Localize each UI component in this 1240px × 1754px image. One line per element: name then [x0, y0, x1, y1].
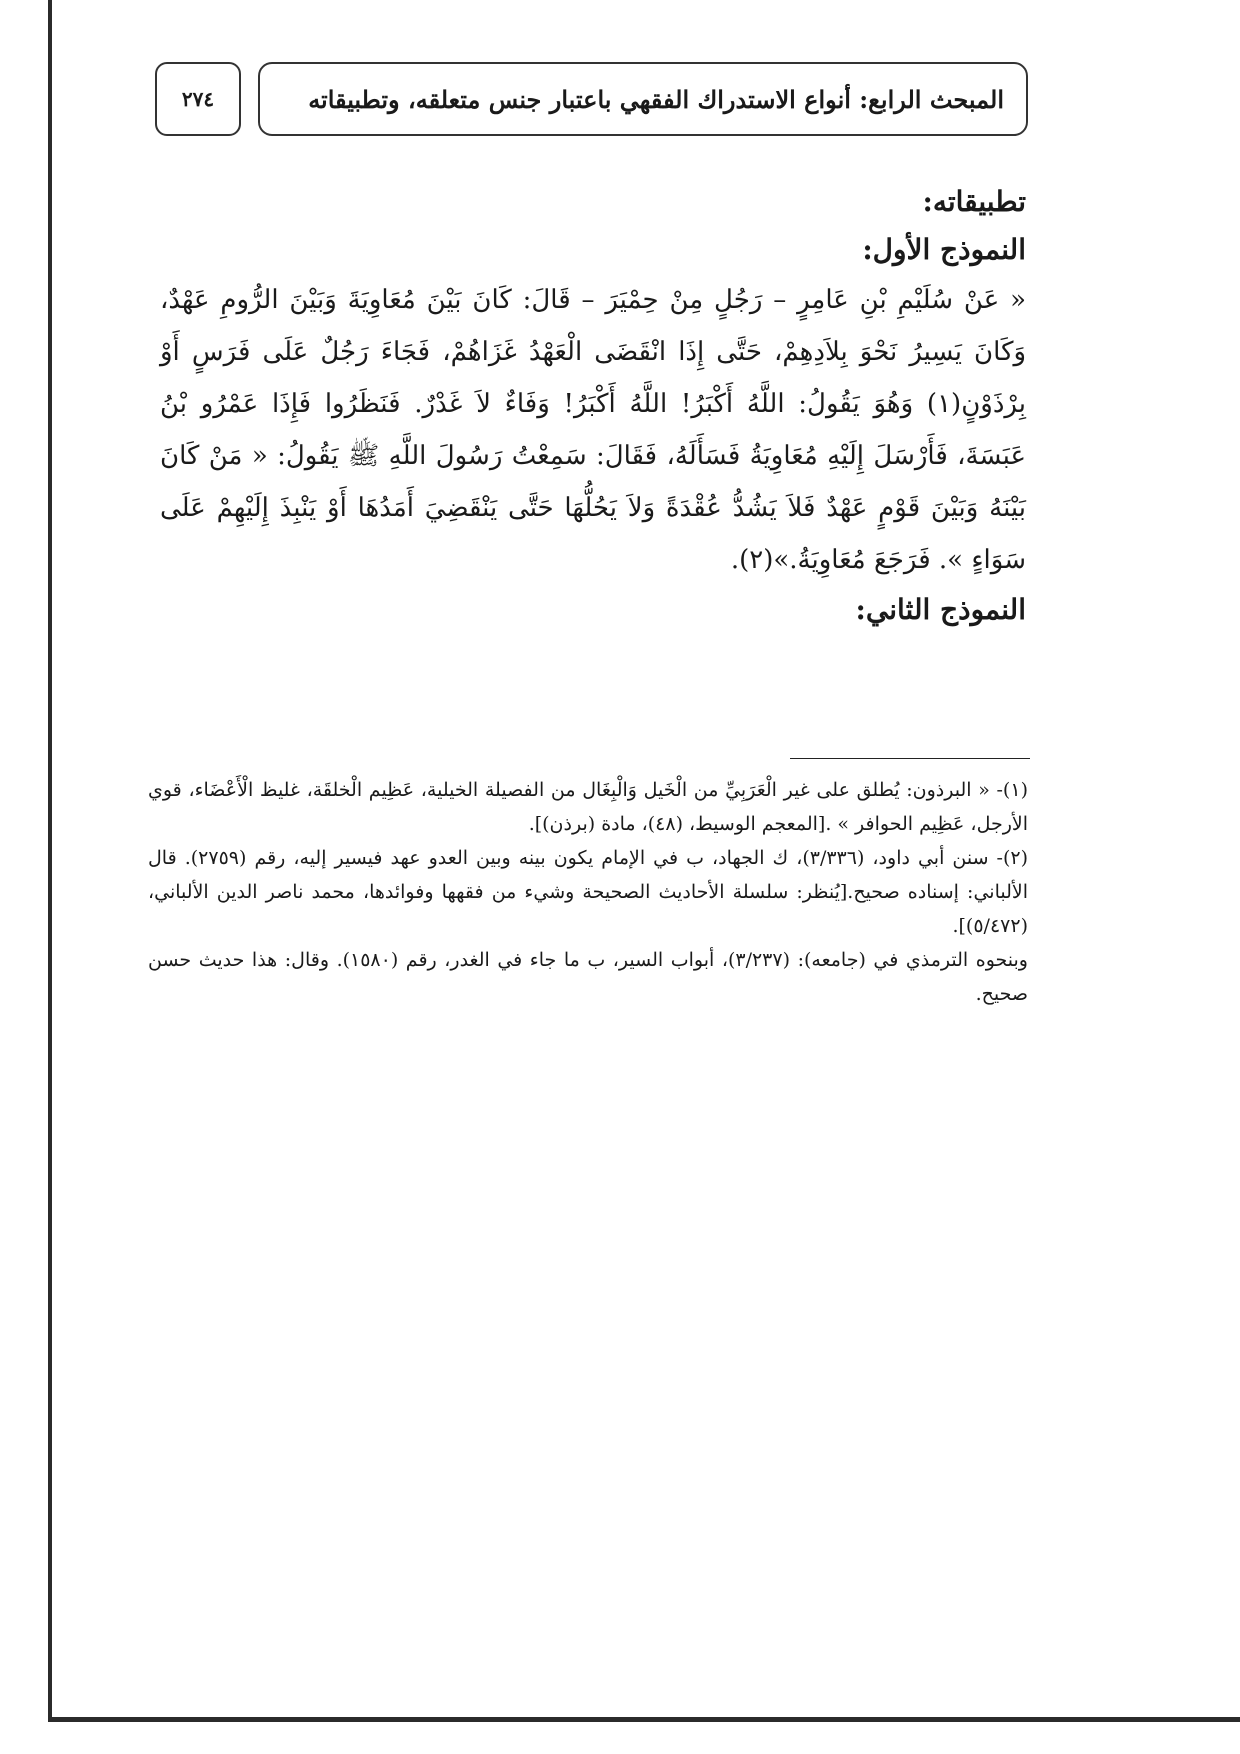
- model2-heading: النموذج الثاني:: [855, 593, 1026, 626]
- hadith-paragraph: « عَنْ سُلَيْمِ بْنِ عَامِرٍ – رَجُلٍ مِنْ حِمْيَرَ – قَالَ: كَانَ بَيْنَ مُعَاوِيَةَ وَبَيْنَ الرُّومِ عَهْدٌ، وَكَانَ يَسِيرُ نَحْوَ بِلاَدِهِمْ، حَتَّى إِذَا انْقَضَى الْعَهْدُ غَزَاهُمْ، فَجَاءَ رَجُلٌ عَلَى فَرَسٍ أَوْ بِرْذَوْنٍ(١) وَهُوَ يَقُولُ: اللَّهُ أَكْبَرُ! اللَّهُ أَكْبَرُ! وَفَاءٌ لاَ غَدْرٌ. فَنَظَرُوا فَإِذَا عَمْرُو بْنُ عَبَسَةَ، فَأَرْسَلَ إِلَيْهِ مُعَاوِيَةُ فَسَأَلَهُ، فَقَالَ: سَمِعْتُ رَسُولَ اللَّهِ ﷺ يَقُولُ: « مَنْ كَانَ بَيْنَهُ وَبَيْنَ قَوْمٍ عَهْدٌ فَلاَ يَشُدُّ عُقْدَةً وَلاَ يَحُلُّهَا حَتَّى يَنْقَضِيَ أَمَدُهَا أَوْ يَنْبِذَ إِلَيْهِمْ عَلَى سَوَاءٍ ». فَرَجَعَ مُعَاوِيَةُ.»(٢).: [160, 285, 1026, 575]
- running-header: [258, 62, 1028, 136]
- page-border-left: [48, 0, 52, 1721]
- header-title: المبحث الرابع: أنواع الاستدراك الفقهي باعتبار جنس متعلقه، وتطبيقاته: [308, 84, 1004, 114]
- page-border-bottom: [48, 1717, 1240, 1722]
- footnote-3: وبنحوه الترمذي في (جامعه): (٣/٢٣٧)، أبواب السير، ب ما جاء في الغدر، رقم (١٥٨٠). وقال: هذا حديث حسن صحيح.: [148, 949, 1028, 1005]
- page-number-box: [155, 62, 241, 136]
- footnote-1: (١)- « البرذون: يُطلق على غير الْعَرَبِيِّ من الْخَيل وَالْبِغَال من الفصيلة الخيلية، عَظِيم الْخلقَة، غليظ الْأَعْضَاء، قوي الأرجل، عَظِيم الحوافر » .[المعجم الوسيط، (٤٨)، مادة (برذن)].: [148, 779, 1028, 835]
- model1-heading: النموذج الأول:: [862, 233, 1026, 266]
- section-heading: تطبيقاته:: [922, 185, 1026, 218]
- page-number: ٢٧٤: [181, 87, 215, 111]
- main-content: [160, 178, 1026, 634]
- footnotes: [148, 773, 1028, 1011]
- footnote-2: (٢)- سنن أبي داود، (٣/٣٣٦)، ك الجهاد، ب في الإمام يكون بينه وبين العدو عهد فيسير إليه، رقم (٢٧٥٩). قال الألباني: إسناده صحيح.[يُنظر: سلسلة الأحاديث الصحيحة وشيء من فقهها وفوائدها، محمد ناصر الدين الألباني، (٥/٤٧٢)].: [148, 847, 1029, 937]
- footnote-separator: [790, 758, 1030, 759]
